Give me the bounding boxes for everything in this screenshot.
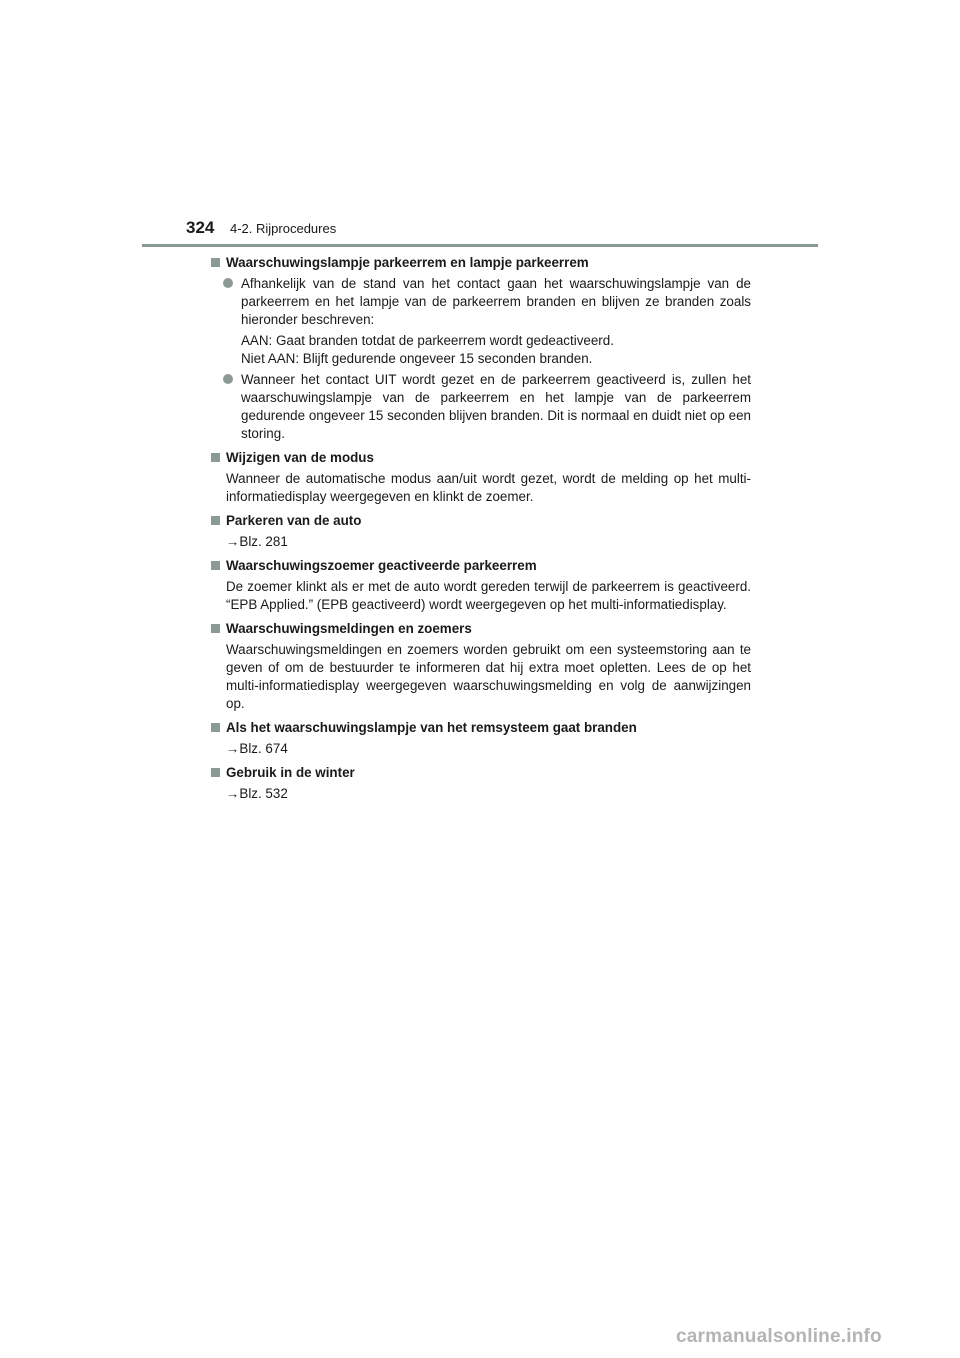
section-text: Waarschuwingsmeldingen en zoemers worden gebruikt om een systeemstoring aan te geven of om de bestuurder te informeren dat hij extra moet opletten. Lees de op het multi-informatiedisplay weergegeven waarschuwingsmelding en volg de aanwijzingen op. xyxy=(226,642,751,711)
section-parking xyxy=(211,512,751,551)
page-reference[interactable]: →Blz. 532 xyxy=(226,786,288,801)
square-bullet-icon xyxy=(211,723,220,732)
square-bullet-icon xyxy=(211,258,220,267)
watermark: carmanualsonline.info xyxy=(676,1326,882,1347)
square-bullet-icon xyxy=(211,768,220,777)
page-reference[interactable]: →Blz. 281 xyxy=(226,534,288,549)
bullet-text: Afhankelijk van de stand van het contact gaan het waarschuwingslampje van de parkeerrem en het lampje van de parkeerrem branden en blijven ze branden zoals hieronder beschreven: xyxy=(241,276,751,327)
square-bullet-icon xyxy=(211,561,220,570)
section-mode-change xyxy=(211,449,751,506)
circle-bullet-icon xyxy=(223,374,233,384)
list-item xyxy=(211,275,751,329)
square-bullet-icon xyxy=(211,453,220,462)
section-heading: Parkeren van de auto xyxy=(211,512,751,530)
page-number: 324 xyxy=(186,218,215,237)
section-brake-warning-lamp xyxy=(211,719,751,758)
section-warning-buzzer xyxy=(211,557,751,614)
page-header xyxy=(0,0,960,250)
section-heading: Waarschuwingslampje parkeerrem en lampje parkeerrem xyxy=(211,254,751,272)
section-heading: Waarschuwingszoemer geactiveerde parkeerrem xyxy=(211,557,751,575)
arrow-right-icon: → xyxy=(226,741,240,756)
page-reference[interactable]: →Blz. 674 xyxy=(226,741,288,756)
arrow-right-icon: → xyxy=(226,534,240,549)
bullet-text: Wanneer het contact UIT wordt gezet en de parkeerrem geactiveerd is, zullen het waarschuwingslampje van de parkeerrem en het lampje van de parkeerrem gedurende ongeveer 15 seconden blijven branden. Dit is normaal en duidt niet op een storing. xyxy=(241,372,751,441)
section-text: Wanneer de automatische modus aan/uit wordt gezet, wordt de melding op het multi-informatiedisplay weergegeven en klinkt de zoemer. xyxy=(226,471,751,504)
section-heading: Waarschuwingsmeldingen en zoemers xyxy=(211,620,751,638)
list-item xyxy=(211,371,751,443)
section-winter-use xyxy=(211,764,751,803)
section-warning-messages xyxy=(211,620,751,713)
section-parking-brake-lamps xyxy=(211,254,751,443)
header-rule xyxy=(142,244,818,247)
section-heading: Gebruik in de winter xyxy=(211,764,751,782)
section-heading: Wijzigen van de modus xyxy=(211,449,751,467)
sub-line: AAN: Gaat branden totdat de parkeerrem wordt gedeactiveerd. xyxy=(241,333,614,348)
circle-bullet-icon xyxy=(223,278,233,288)
section-text: De zoemer klinkt als er met de auto wordt gereden terwijl de parkeerrem is geactiveerd. “EPB Applied.” (EPB geactiveerd) wordt weergegeven op het multi-informatiedisplay. xyxy=(226,579,751,612)
section-title: 4-2. Rijprocedures xyxy=(230,221,337,236)
page-content xyxy=(211,254,751,809)
sub-line: Niet AAN: Blijft gedurende ongeveer 15 seconden branden. xyxy=(241,351,593,366)
square-bullet-icon xyxy=(211,516,220,525)
square-bullet-icon xyxy=(211,624,220,633)
section-heading: Als het waarschuwingslampje van het remsysteem gaat branden xyxy=(211,719,751,737)
arrow-right-icon: → xyxy=(226,786,240,801)
